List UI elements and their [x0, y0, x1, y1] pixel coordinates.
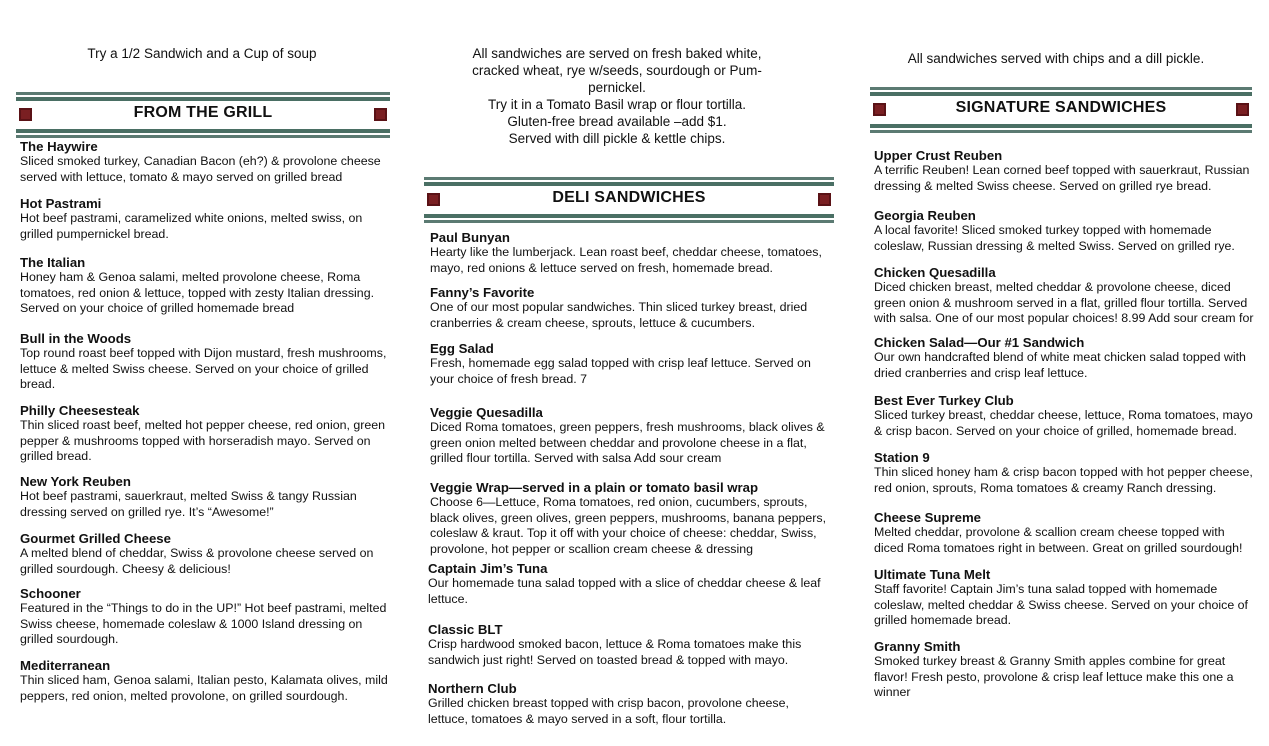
menu-item	[20, 586, 390, 648]
section-title: FROM THE GRILL	[133, 104, 273, 121]
item-name: Schooner	[20, 586, 81, 601]
item-description: Our own handcrafted blend of white meat chicken salad topped with dried cranberries and crisp leaf lettuce.	[874, 350, 1246, 380]
menu-item	[874, 148, 1254, 194]
menu-item	[874, 510, 1254, 556]
item-description: Smoked turkey breast & Granny Smith apples combine for great flavor! Fresh pesto, provolone & crisp leaf lettuce make this one a winner	[874, 654, 1234, 700]
menu-item	[20, 474, 390, 520]
intro-line: Try it in a Tomato Basil wrap or flour tortilla.	[487, 97, 747, 112]
item-description: Sliced smoked turkey, Canadian Bacon (eh?) & provolone cheese served with lettuce, tomato & mayo served on grilled bread	[20, 154, 381, 184]
menu-item	[428, 681, 830, 727]
item-name: Captain Jim’s Tuna	[428, 561, 548, 576]
menu-item	[428, 561, 830, 607]
item-name: Chicken Quesadilla	[874, 265, 996, 280]
item-name: Gourmet Grilled Cheese	[20, 531, 171, 546]
section-title: SIGNATURE SANDWICHES	[955, 99, 1167, 116]
item-name: Ultimate Tuna Melt	[874, 567, 991, 582]
intro-line: pernickel.	[588, 80, 646, 95]
intro-line: All sandwiches are served on fresh baked white,	[472, 46, 762, 61]
item-description: Thin sliced ham, Genoa salami, Italian pesto, Kalamata olives, mild peppers, red onion, melted provolone, on grilled sourdough.	[20, 673, 388, 703]
item-description: Featured in the “Things to do in the UP!” Hot beef pastrami, melted Swiss cheese, homemade coleslaw & 1000 Island dressing on grilled sourdough.	[20, 601, 387, 647]
intro-line: Served with dill pickle & kettle chips.	[508, 131, 726, 146]
menu-item	[874, 208, 1254, 254]
item-name: Paul Bunyan	[430, 230, 510, 245]
item-description: Top round roast beef topped with Dijon mustard, fresh mushrooms, lettuce & melted Swiss cheese. Served on your choice of grilled bread.	[20, 346, 387, 392]
item-name: Station 9	[874, 450, 930, 465]
item-name: The Haywire	[20, 139, 98, 154]
menu-item	[874, 450, 1254, 496]
menu-item	[430, 341, 830, 387]
menu-item	[874, 265, 1254, 327]
item-name: Egg Salad	[430, 341, 494, 356]
section-header-from-the-grill	[16, 97, 390, 133]
item-description: Crisp hardwood smoked bacon, lettuce & Roma tomatoes make this sandwich just right! Served on toasted bread & topped with mayo.	[428, 637, 802, 667]
menu-item	[874, 639, 1254, 701]
item-description: Honey ham & Genoa salami, melted provolone cheese, Roma tomatoes, red onion & lettuce, topped with zesty Italian dressing. Served on your choice of grilled homemade bread	[20, 270, 375, 316]
menu-item	[20, 139, 390, 185]
item-name: New York Reuben	[20, 474, 131, 489]
item-name: The Italian	[20, 255, 86, 270]
menu-item	[874, 393, 1254, 439]
item-description: Our homemade tuna salad topped with a slice of cheddar cheese & leaf lettuce.	[428, 576, 821, 606]
item-name: Hot Pastrami	[20, 196, 102, 211]
menu-item	[430, 480, 830, 557]
item-description: Staff favorite! Captain Jim’s tuna salad topped with homemade coleslaw, melted cheddar & Swiss cheese. Served on your choice of grilled homemade bread.	[874, 582, 1248, 628]
right-intro: All sandwiches served with chips and a dill pickle.	[907, 51, 1205, 66]
menu-item	[874, 335, 1254, 381]
section-header-signature-sandwiches	[870, 92, 1252, 128]
item-name: Philly Cheesesteak	[20, 403, 140, 418]
square-ornament-icon	[374, 108, 387, 121]
item-description: A terrific Reuben! Lean corned beef topped with sauerkraut, Russian dressing & melted Swiss cheese. Served on grilled rye bread.	[874, 163, 1250, 193]
item-name: Best Ever Turkey Club	[874, 393, 1014, 408]
item-description: Diced Roma tomatoes, green peppers, fresh mushrooms, black olives & green onion melted between cheddar and provolone cheese in a flat, grilled flour tortilla. Served with salsa Add sour cream	[430, 420, 825, 466]
item-name: Veggie Wrap—served in a plain or tomato basil wrap	[430, 480, 759, 495]
section-title: DELI SANDWICHES	[552, 189, 706, 206]
menu-item	[430, 405, 830, 467]
square-ornament-icon	[818, 193, 831, 206]
item-name: Veggie Quesadilla	[430, 405, 543, 420]
item-description: Hot beef pastrami, sauerkraut, melted Swiss & tangy Russian dressing served on grilled rye. It’s “Awesome!”	[20, 489, 357, 519]
item-name: Georgia Reuben	[874, 208, 976, 223]
menu-item	[428, 622, 830, 668]
menu-item	[874, 567, 1254, 629]
item-description: Grilled chicken breast topped with crisp bacon, provolone cheese, lettuce, tomatoes & mayo served in a soft, flour tortilla.	[428, 696, 789, 726]
item-description: Thin sliced honey ham & crisp bacon topped with hot pepper cheese, red onion, sprouts, Roma tomatoes & creamy Ranch dressing.	[874, 465, 1253, 495]
item-description: Choose 6—Lettuce, Roma tomatoes, red onion, cucumbers, sprouts, black olives, green olives, green peppers, mushrooms, banana peppers, coleslaw & kraut. Top it off with your choice of cheese: cheddar, Swiss, provolone, hot pepper or scallion cream cheese & dressing	[430, 495, 827, 556]
item-name: Cheese Supreme	[874, 510, 982, 525]
menu-item	[20, 331, 390, 393]
menu-item	[20, 255, 390, 317]
item-name: Upper Crust Reuben	[874, 148, 1003, 163]
section-header-deli-sandwiches	[424, 182, 834, 218]
intro-line: cracked wheat, rye w/seeds, sourdough or Pum-	[472, 63, 762, 78]
item-description: A local favorite! Sliced smoked turkey topped with homemade coleslaw, Russian dressing & melted Swiss. Served on grilled rye.	[874, 223, 1235, 253]
menu-item	[20, 658, 390, 704]
item-name: Fanny’s Favorite	[430, 285, 535, 300]
item-description: Diced chicken breast, melted cheddar & provolone cheese, diced green onion & mushroom served in a flat, grilled flour tortilla. Served with salsa. One of our most popular choices! 8.99 Add sour cream for	[874, 280, 1254, 326]
item-description: Sliced turkey breast, cheddar cheese, lettuce, Roma tomatoes, mayo & crisp bacon. Served on your choice of grilled, homemade bread.	[874, 408, 1253, 438]
item-description: Hot beef pastrami, caramelized white onions, melted swiss, on grilled pumpernickel bread.	[20, 211, 363, 241]
item-name: Classic BLT	[428, 622, 503, 637]
item-name: Chicken Salad—Our #1 Sandwich	[874, 335, 1085, 350]
square-ornament-icon	[1236, 103, 1249, 116]
item-description: One of our most popular sandwiches. Thin sliced turkey breast, dried cranberries & cream cheese, sprouts, lettuce & cucumbers.	[430, 300, 808, 330]
item-description: Melted cheddar, provolone & scallion cream cheese topped with diced Roma tomatoes right in between. Great on grilled sourdough!	[874, 525, 1243, 555]
item-name: Granny Smith	[874, 639, 961, 654]
item-description: A melted blend of cheddar, Swiss & provolone cheese served on grilled sourdough. Cheesy & delicious!	[20, 546, 374, 576]
menu-item	[20, 531, 390, 577]
menu-item	[20, 403, 390, 465]
item-name: Mediterranean	[20, 658, 111, 673]
left-intro: Try a 1/2 Sandwich and a Cup of soup	[87, 46, 317, 61]
item-description: Hearty like the lumberjack. Lean roast beef, cheddar cheese, tomatoes, mayo, red onions & lettuce served on fresh, homemade bread.	[430, 245, 822, 275]
item-name: Northern Club	[428, 681, 517, 696]
menu-item	[20, 196, 390, 242]
menu-item	[430, 285, 830, 331]
item-description: Fresh, homemade egg salad topped with crisp leaf lettuce. Served on your choice of fresh bread. 7	[430, 356, 811, 386]
item-description: Thin sliced roast beef, melted hot pepper cheese, red onion, green pepper & mushrooms topped with horseradish mayo. Served on grilled bread.	[20, 418, 386, 464]
intro-line: Gluten-free bread available –add $1.	[507, 114, 727, 129]
item-name: Bull in the Woods	[20, 331, 132, 346]
menu-item	[430, 230, 830, 276]
middle-intro	[424, 45, 810, 147]
